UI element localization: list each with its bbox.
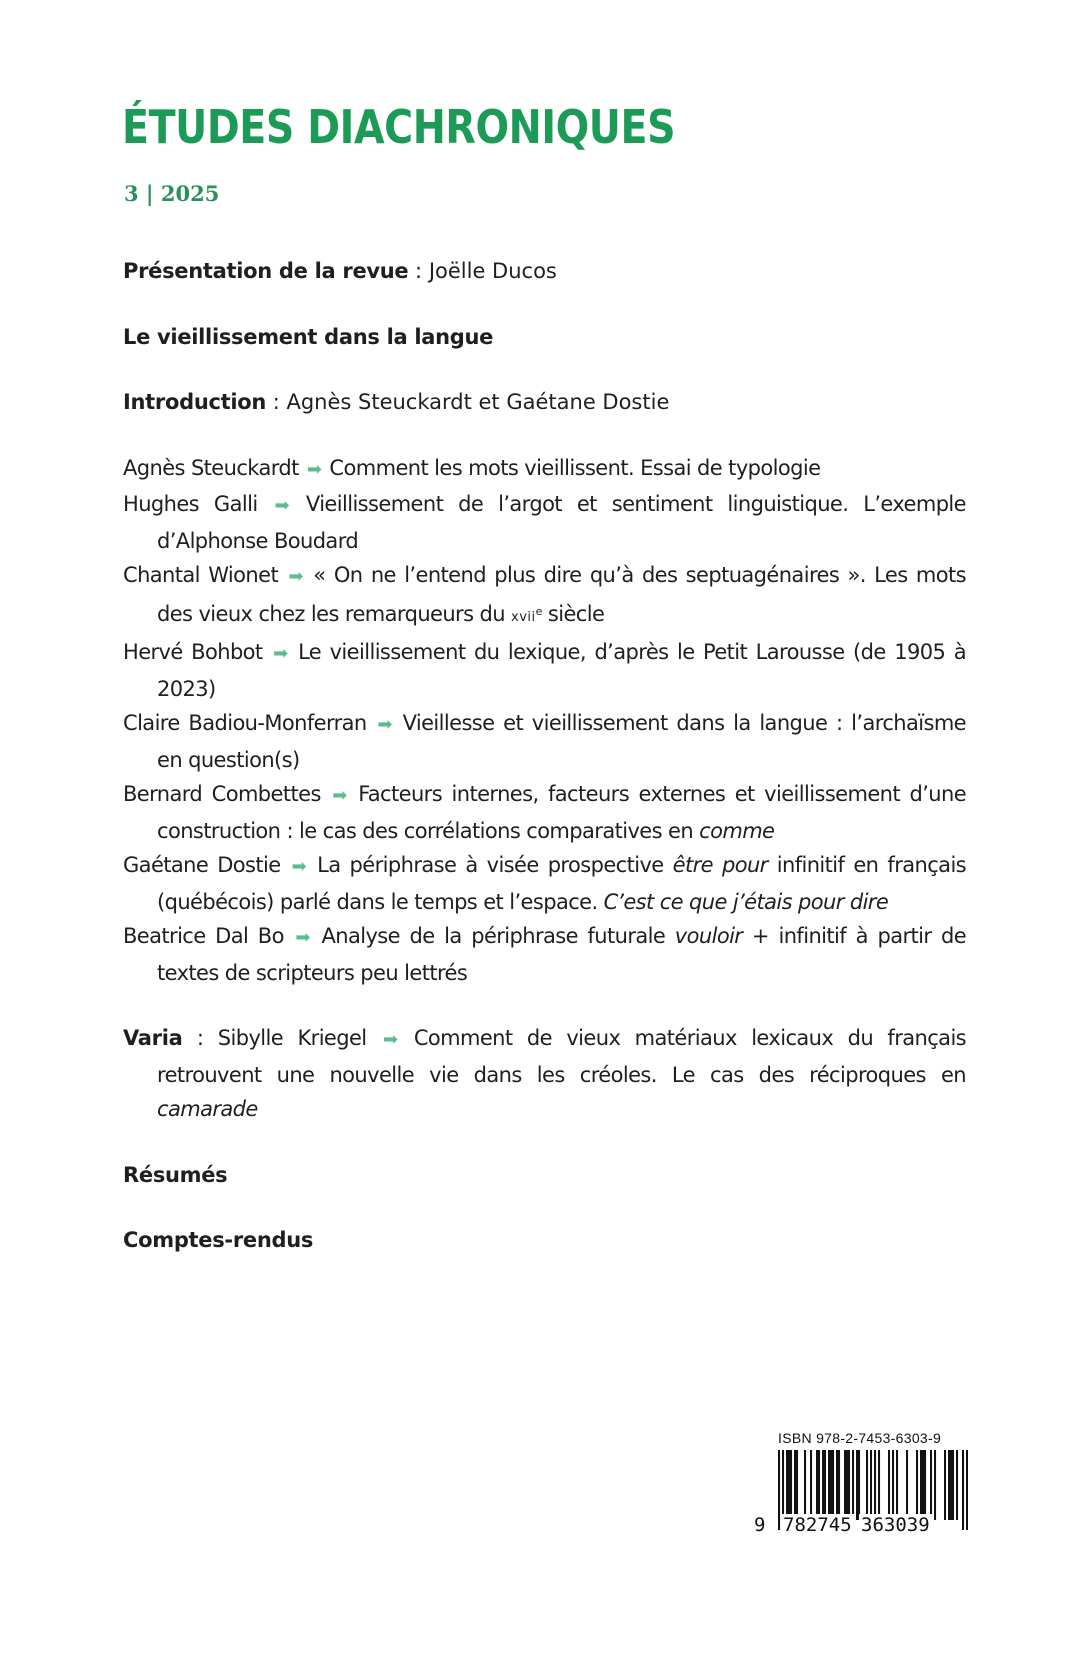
entry-title-italic: comme <box>699 818 775 843</box>
toc-entry <box>123 706 966 777</box>
introduction-line <box>123 385 966 420</box>
barcode-guard-bar <box>966 1450 968 1530</box>
presentation-author: Joëlle Ducos <box>428 259 557 283</box>
barcode-bar <box>804 1450 806 1520</box>
barcode-bar <box>846 1450 848 1520</box>
toc-entry <box>123 919 966 990</box>
entry-title: Comment les mots vieillissent. Essai de typologie <box>329 455 821 480</box>
entry-title-end: + infinitif à partir de textes de scripteurs peu lettrés <box>157 924 967 985</box>
barcode-bar <box>828 1450 830 1520</box>
barcode-bar <box>794 1450 796 1520</box>
separator: : <box>266 390 287 414</box>
table-of-contents <box>123 254 966 1258</box>
barcode-bar <box>878 1450 880 1520</box>
barcode-bar <box>858 1450 860 1520</box>
barcode-bar <box>888 1450 890 1520</box>
resumes-heading: Résumés <box>123 1162 228 1187</box>
arrow-right-icon: ➡ <box>306 458 322 480</box>
issue-number: 3 | 2025 <box>124 181 220 206</box>
presentation-label: Présentation de la revue <box>123 259 409 283</box>
barcode-bar <box>848 1450 850 1520</box>
toc-entry <box>123 777 966 848</box>
barcode-bar <box>824 1450 826 1520</box>
entry-title-italic: être pour <box>672 853 768 877</box>
entry-author: Chantal Wionet <box>123 563 279 587</box>
barcode-bar <box>810 1450 812 1520</box>
entry-title: La périphrase à visée prospective <box>317 853 673 877</box>
toc-entry <box>123 487 966 558</box>
entry-title: Comment de vieux matériaux lexicaux du français retrouvent une nouvelle vie dans les créoles. Le cas des réciproques en <box>157 1026 967 1087</box>
barcode-guard-bar <box>962 1450 964 1530</box>
ean-left-digits: 782745 <box>783 1514 852 1536</box>
isbn-barcode <box>754 1430 970 1550</box>
century-superscript: e <box>535 604 542 618</box>
barcode-bar <box>952 1450 954 1520</box>
entry-author: Gaétane Dostie <box>123 853 281 877</box>
arrow-right-icon: ➡ <box>288 566 303 587</box>
barcode-bar <box>866 1450 868 1520</box>
entry-title: Le vieillissement du lexique, d’après le Petit Larousse (de 1905 à 2023) <box>157 640 966 701</box>
barcode-bar <box>836 1450 838 1520</box>
entry-author: Claire Badiou-Monferran <box>123 711 367 735</box>
barcode-bar <box>844 1450 846 1520</box>
barcode-bar <box>944 1450 946 1520</box>
entry-title: Vieillesse et vieillissement dans la langue : l’archaïsme en question(s) <box>157 711 967 772</box>
barcode-bar <box>892 1450 894 1520</box>
toc-entry <box>123 635 966 706</box>
varia-label: Varia <box>123 1026 183 1050</box>
barcode-bar <box>934 1450 936 1520</box>
century-numeral: xvii <box>511 609 536 625</box>
varia-entry <box>123 1021 966 1127</box>
toc-entry <box>123 848 966 919</box>
barcode-bar <box>818 1450 820 1520</box>
barcode-bar <box>852 1450 854 1520</box>
barcode-bar <box>930 1450 932 1520</box>
entry-title: Analyse de la périphrase futurale <box>321 924 675 948</box>
journal-title: ÉTUDES DIACHRONIQUES <box>122 100 676 154</box>
entry-title-italic: C’est ce que j’étais pour dire <box>603 889 889 914</box>
barcode-bar <box>832 1450 834 1520</box>
entry-author: Agnès Steuckardt <box>123 455 299 480</box>
barcode-bar <box>916 1450 918 1520</box>
introduction-label: Introduction <box>123 390 267 414</box>
entry-title-italic: camarade <box>157 1097 258 1121</box>
barcode-bar <box>790 1450 792 1520</box>
entry-title-mid: infinitif en français (québécois) parlé dans le temps et l’espace. <box>157 853 967 914</box>
barcode-bar <box>830 1450 832 1520</box>
entry-author: Hughes Galli <box>123 492 258 516</box>
barcode-bar <box>924 1450 926 1520</box>
barcode-bar <box>816 1450 818 1520</box>
ean-right-digits: 363039 <box>861 1514 930 1536</box>
isbn-label: ISBN 978-2-7453-6303-9 <box>778 1430 942 1446</box>
entry-author: Beatrice Dal Bo <box>123 924 284 948</box>
toc-entry <box>123 558 966 635</box>
barcode-bar <box>906 1450 908 1520</box>
arrow-right-icon: ➡ <box>274 495 289 516</box>
barcode-bar <box>896 1450 898 1520</box>
barcode-guard-bar <box>778 1450 780 1530</box>
entry-title-end: siècle <box>541 601 605 626</box>
arrow-right-icon: ➡ <box>295 927 310 948</box>
barcode-bar <box>838 1450 840 1520</box>
toc-entry <box>123 451 966 488</box>
presentation-line <box>123 254 966 289</box>
entry-author: Bernard Combettes <box>123 782 321 806</box>
barcode-bar <box>956 1450 958 1520</box>
theme-heading: Le vieillissement dans la langue <box>123 324 494 349</box>
barcode-bar <box>796 1450 798 1520</box>
arrow-right-icon: ➡ <box>291 856 307 877</box>
arrow-right-icon: ➡ <box>332 785 347 806</box>
barcode-bar <box>856 1450 858 1520</box>
entry-title: Facteurs internes, facteurs externes et vieillissement d’une construction : le cas des corrélations comparatives en <box>157 782 967 843</box>
separator: : <box>408 259 429 283</box>
arrow-right-icon: ➡ <box>273 643 288 664</box>
barcode-bar <box>788 1450 790 1520</box>
barcode-bar <box>950 1450 952 1520</box>
entry-author: Hervé Bohbot <box>123 640 263 664</box>
entry-title: Vieillissement de l’argot et sentiment linguistique. L’exemple d’Alphonse Boudard <box>157 492 966 553</box>
barcode-bar <box>786 1450 788 1520</box>
arrow-right-icon: ➡ <box>377 714 392 735</box>
comptes-rendus-heading: Comptes-rendus <box>123 1228 314 1252</box>
barcode-bar <box>822 1450 824 1520</box>
barcode-bar <box>922 1450 924 1520</box>
ean-first-digit: 9 <box>754 1514 766 1536</box>
barcode-bar <box>948 1450 950 1520</box>
arrow-right-icon: ➡ <box>382 1029 398 1050</box>
separator: : <box>182 1026 218 1050</box>
entry-title-italic: vouloir <box>674 924 743 948</box>
entry-title: « On ne l’entend plus dire qu’à des septuagénaires ». Les mots des vieux chez les remarqueurs du <box>157 563 966 626</box>
introduction-authors: Agnès Steuckardt et Gaétane Dostie <box>286 390 670 414</box>
entry-author: Sibylle Kriegel <box>217 1026 367 1050</box>
barcode-bar <box>920 1450 922 1520</box>
